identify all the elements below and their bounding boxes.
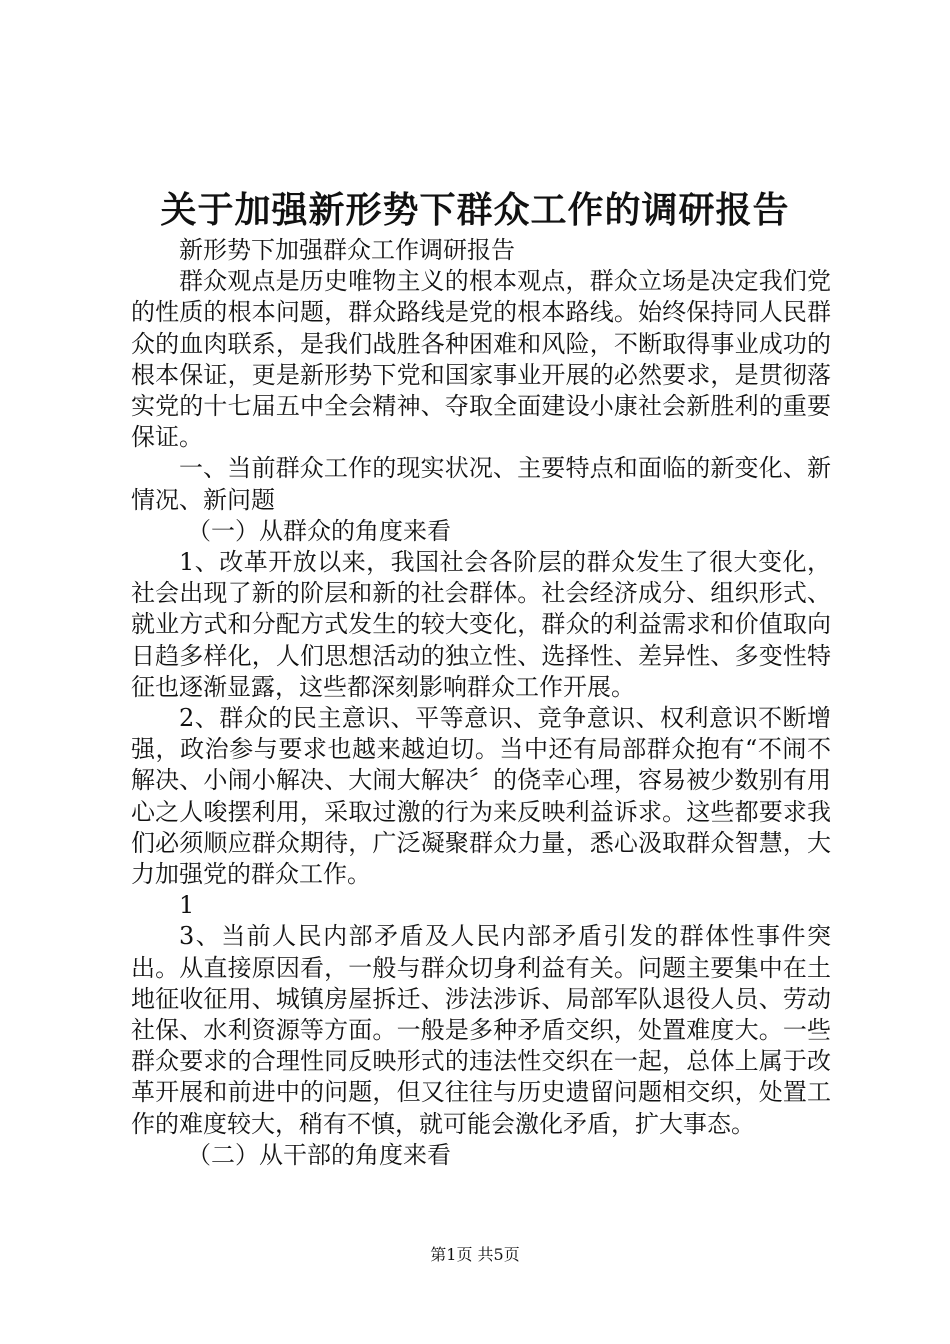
- body-paragraph-3: 3、当前人民内部矛盾及人民内部矛盾引发的群体性事件突出。从直接原因看，一般与群众切身利益有关。问题主要集中在土地征收征用、城镇房屋拆迁、涉法涉诉、局部军队退役人员、劳动社保、水利资源等方面。一般是多种矛盾交织，处置难度大。一些群众要求的合理性同反映形式的违法性交织在一起，总体上属于改革开展和前进中的问题，但又往往与历史遗留问题相交织，处置工作的难度较大，稍有不慎，就可能会激化矛盾，扩大事态。: [131, 922, 831, 1138]
- document-title: 关于加强新形势下群众工作的调研报告: [160, 189, 790, 231]
- section-heading-1: 一、当前群众工作的现实状况、主要特点和面临的新变化、新情况、新问题: [131, 454, 831, 514]
- page-footer: 第1页 共5页: [430, 1245, 520, 1264]
- intro-paragraph: 群众观点是历史唯物主义的根本观点，群众立场是决定我们党的性质的根本问题，群众路线是党的根本路线。始终保持同人民群众的血肉联系，是我们战胜各种困难和风险，不断取得事业成功的根本保证，更是新形势下党和国家事业开展的必然要求，是贯彻落实党的十七届五中全会精神、夺取全面建设小康社会新胜利的重要保证。: [131, 267, 831, 452]
- subsection-heading-1: （一）从群众的角度来看: [187, 516, 451, 545]
- inline-page-number: 1: [179, 891, 195, 920]
- body-paragraph-2: 2、群众的民主意识、平等意识、竞争意识、权利意识不断增强，政治参与要求也越来越迫切。当中还有局部群众抱有“不闹不解决、小闹小解决、大闹大解决〞的侥幸心理，容易被少数别有用心之人唆摆利用，采取过激的行为来反映利益诉求。这些都要求我们必须顺应群众期待，广泛凝聚群众力量，悉心汲取群众智慧，大力加强党的群众工作。: [131, 704, 831, 889]
- subsection-heading-2: （二）从干部的角度来看: [187, 1140, 451, 1169]
- subtitle-paragraph: 新形势下加强群众工作调研报告: [179, 236, 515, 264]
- document-body: [131, 235, 831, 1171]
- body-paragraph-1: 1、改革开放以来，我国社会各阶层的群众发生了很大变化，社会出现了新的阶层和新的社会群体。社会经济成分、组织形式、就业方式和分配方式发生的较大变化，群众的利益需求和价值取向日趋多样化，人们思想活动的独立性、选择性、差异性、多变性特征也逐渐显露，这些都深刻影响群众工作开展。: [131, 548, 831, 701]
